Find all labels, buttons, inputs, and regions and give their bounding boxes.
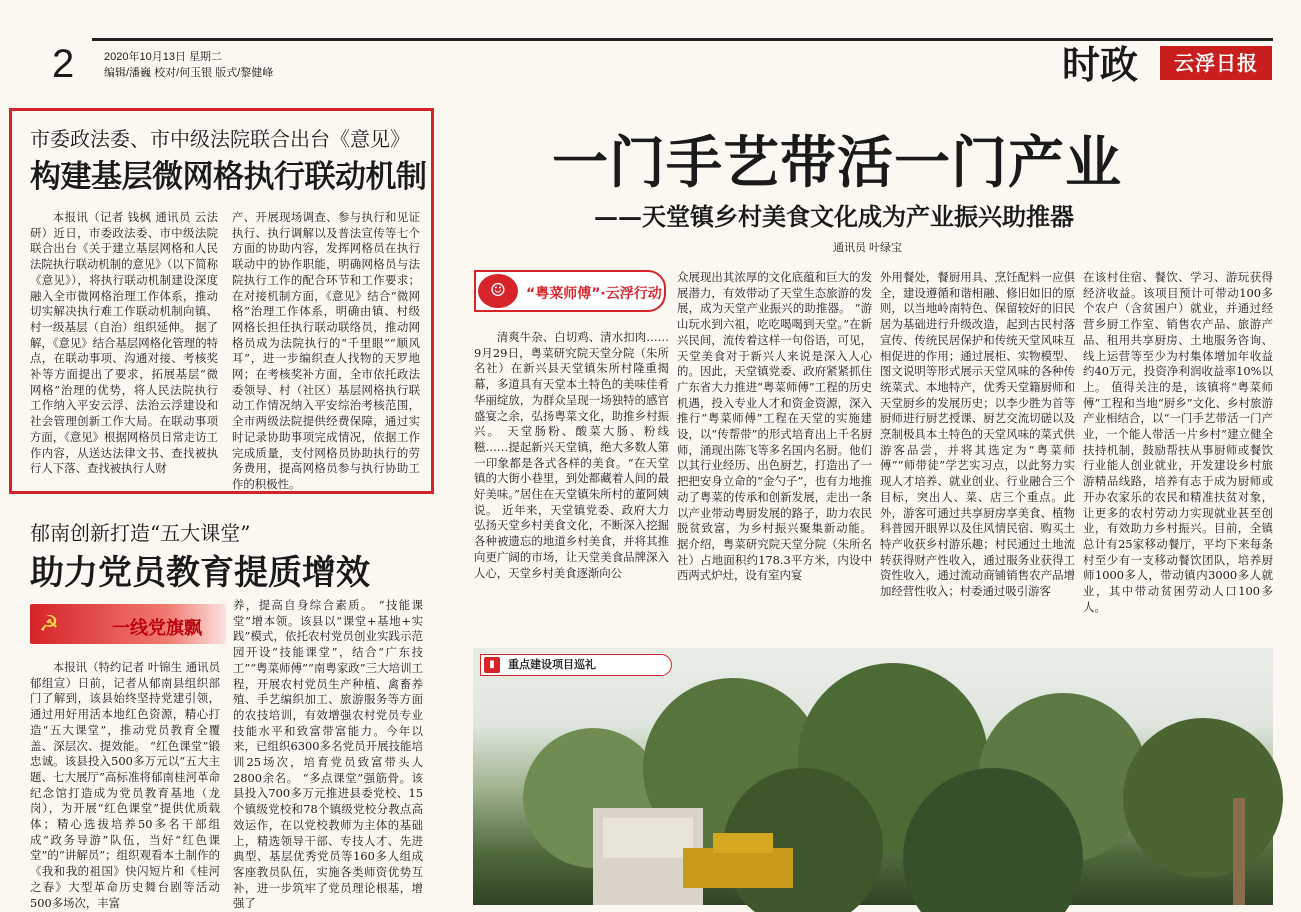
article3-text-2: 众展现出其浓厚的文化底蕴和巨大的发展潜力，有效带动了天堂生态旅游的发展，成为天堂产业振兴的助推器。 “游山玩水到六祖，吃吃喝喝到天堂。”在新兴民间，流传着这样一句俗语，可见，天堂美食对于新兴人来说是深入人心的。因此，天堂镇党委、政府紧紧抓住广东省大力推进“粤菜师傅”工程的历史机遇，投入专业人才和资金资源，深入推行“粤菜师傅”工程在天堂的实施建设，以“传帮带”的形式培育出上千名厨师，涌现出陈飞等多名国内名厨。他们以其行业经历、出色厨艺，打造出了一把把安身立命的“金勺子”，也有力地推动了粤菜的传承和创新发展，走出一条以产业带动粤厨发展的路子，助力农民脱贫致富，为乡村振兴聚集新动能。 据介绍，粤菜研究院天堂分院（朱所名社）占地面积约178.3平方米，内设中西两式炉灶，设有室内宴: [677, 270, 872, 583]
article3-text-1: 清爽牛杂、白切鸡、清水扣肉……9月29日，粤菜研究院天堂分院（朱所名社）在新兴县天堂镇朱所村隆重揭幕，多道具有天堂本土特色的美味佳肴华丽绽放，为群众呈现一场独特的感官盛宴之余，弘扬粤菜文化，助推乡村振兴。 天堂肠粉、酸菜大肠、粉线糍……提起新兴天堂镇，绝大多数人第一印象都是各式各样的美食。“在天堂镇的大街小巷里，到处都藏着人间的最好美味。”居住在天堂镇朱所村的董阿姨说。 近年来，天堂镇党委、政府大力弘扬天堂乡村美食文化，不断深入挖掘各种被遗忘的地道乡村美食，并将其推向更广阔的市场，让天堂美食品牌深入人心，天堂乡村美食逐渐向公: [474, 330, 669, 580]
party-banner-label: 一线党旗飘: [112, 618, 202, 639]
article2-text-2: 养，提高自身综合素质。 “技能课堂”增本领。该县以“课堂+基地+实践”模式，依托农村党员创业实践示范园开设“技能课堂”，结合“广东技工”“粤菜师傅”“南粤家政”三大培训工程，开展农村党员生产种植、禽畜养殖、手艺编织加工、旅游服务等方面的农技培训，有效增强农村党员专业技能水平和致富带富能力。今年以来，已组织6300多名党员开展技能培训25场次，培育党员致富带头人2800余名。 “多点课堂”强筋骨。该县投入700多万元推进县委党校、15个镇级党校和78个镇级党校分教点高效运作，在以党校教师为主体的基础上，精选领导干部、专技人才、先进典型、基层优秀党员等160多人组成客座教员队伍，实施各类师资优势互补，进一步筑牢了党员理论根基，增强了: [233, 598, 423, 911]
editor-credits: 编辑/潘巍 校对/何玉银 版式/黎健峰: [104, 67, 274, 79]
article2-subtitle: 郁南创新打造“五大课堂”: [30, 521, 251, 545]
article3-title: 一门手艺带活一门产业: [552, 130, 1122, 196]
article3-text-4: 在该村住宿、餐饮、学习、游玩获得经济收益。该项目预计可带动100多个农户（含贫困户）就业，并通过经营乡厨工作室、销售农产品、旅游产品、租用共享厨房、土地服务咨询、线上运营等至少为村集体增加年收益约40万元，投资净利润收益率10%以上。 值得关注的是，该镇将“粤菜师傅”工程和当地“厨乡”文化、乡村旅游产业相结合，以“一门手艺带活一门产业，一个能人带活一片乡村”建立健全扶持机制，鼓励帮扶从事厨师或餐饮行业能人创业就业，开发建设乡村旅游精品线路，培养有志于成为厨师或开办农家乐的农民和精准扶贫对象，让更多的农村劳动力实现就业甚至创业，有效助力乡村振兴。目前，全镇总计有25家移动餐厅，平均下来每条村至少有一支移动餐饮团队，培养厨师1000多人，带动镇内3000多人就业，其中带动贫困劳动人口100多人。: [1083, 270, 1273, 614]
article1-text-1: 本报讯（记者 钱枫 通讯员 云法研）近日，市委政法委、市中级法院联合出台《关于建立基层网格和人民法院执行联动机制的意见》（以下简称《意见》），将执行联动机制建设深度融入全市微网格治理工作体系，推动切实解决执行难工作联动机制向镇、村一级基层（自治）组织延伸。 据了解，《意见》结合基层网格化管理的特点，在联动事项、沟通对接、考核奖补等方面提出了要求，拓展基层“微网格”治理的优势，将人民法院执行工作纳入平安云浮、法治云浮建设和社会管理创新工作大局。在联动事项方面，《意见》根据网格员日常走访工作内容，从送达法律文书、查找被执行人下落、查找被执行人财: [30, 210, 218, 476]
article3-column-3: [880, 270, 1075, 602]
article1-title: 构建基层微网格执行联动机制: [30, 159, 427, 195]
article3-text-3: 外用餐处，餐厨用具、烹饪配料一应俱全，建设遵循和谐相融、修旧如旧的原则，以当地岭南特色、保留较好的旧民居为基础进行升级改造，起到古民村落宣传、传统民居保护和传统天堂风味互相促进的作用；通过展柜、实物模型、图文说明等形式展示天堂风味的各种传统菜式、本地特产，优秀天堂籍厨师和天堂厨乡的发展历史；以李少胜为首等厨师进行厨艺授课、厨艺交流切磋以及烹制极具本土特色的天堂风味的菜式供游客品尝，并将其选定为“粤菜师傅”“师带徒”学艺实习点，以此努力实现人才培养、就业创业、行业融合三个目标，突出人、菜、店三个重点。此外，游客可通过共享厨房享美食、植物科普园开眼界以及住风情民宿、购买土特产收获乡村游乐趣；村民通过土地流转获得财产性收入，通过服务业获得工资性收入，通过流动商铺销售农产品增加经营性收入；村委通过吸引游客: [880, 270, 1075, 599]
article2-title: 助力党员教育提质增效: [30, 553, 370, 593]
article1-column-2: [232, 210, 420, 492]
issue-date: 2020年10月13日 星期二: [104, 51, 222, 63]
photo-illustration: [473, 648, 1273, 905]
page-number: 2: [52, 42, 75, 86]
article3-column-1: [474, 330, 669, 602]
hammer-sickle-icon: ☭: [39, 612, 59, 637]
article1-column-1: [30, 210, 218, 492]
article2-column-2: [233, 598, 423, 911]
article2-column-1: [30, 660, 220, 910]
article3-column-4: [1083, 270, 1273, 614]
article3-column-2: [677, 270, 872, 602]
chef-banner-label: “粤菜师傅”·云浮行动: [526, 286, 662, 302]
article3-reporter: 通讯员 叶绿宝: [833, 242, 903, 254]
article3-subtitle: ——天堂镇乡村美食文化成为产业振兴助推器: [594, 202, 1074, 231]
building-icon: ▮: [484, 657, 500, 673]
chef-icon: ☺: [478, 274, 518, 308]
construction-photo: [473, 648, 1273, 905]
newspaper-logo: 云浮日报: [1160, 46, 1272, 80]
section-title: 时政: [1062, 43, 1139, 87]
article2-text-1: 本报讯（特约记者 叶锦生 通讯员 郁组宣）日前，记者从郁南县组织部门了解到，该县始终坚持党建引领，通过用好用活本地红色资源，精心打造“五大课堂”，推动党员教育全覆盖、深层次、提效能。 “红色课堂”锻忠诚。该县投入500多万元以“五大主题、七大展厅”高标准将郁南桂河革命纪念馆打造成为党员教育基地（龙岗），为开展“红色课堂”提供优质载体；精心选拔培养50多名干部组成“政务导游”队伍，当好“红色课堂”的“讲解员”；组织观看本土制作的《我和我的祖国》快闪短片和《桂河之春》大型革命历史舞台剧等活动500多场次，丰富: [30, 660, 220, 910]
project-label: 重点建设项目巡礼: [508, 658, 596, 671]
article1-text-2: 产、开展现场调查、参与执行和见证执行、执行调解以及普法宣传等七个方面的协助内容，发挥网格员在执行联动中的协作职能，明确网格员与法院执行工作的配合环节和工作要求；在对接机制方面，《意见》结合“微网格”治理工作体系，明确由镇、村级网格长担任执行联动联络员，推动网格员成为法院执行的“千里眼”“顺风耳”，进一步编织查人找物的天罗地网；在考核奖补方面，全市依托政法委领导、村（社区）基层网格执行联动工作情况纳入平安综治考核范围，全市两级法院提供经费保障，通过实时记录协助事项完成情况，依据工作完成质量，支付网格员协助执行的劳务费用，提高网格员参与执行协助工作的积极性。: [232, 210, 420, 491]
article1-subtitle: 市委政法委、市中级法院联合出台《意见》: [30, 127, 410, 151]
